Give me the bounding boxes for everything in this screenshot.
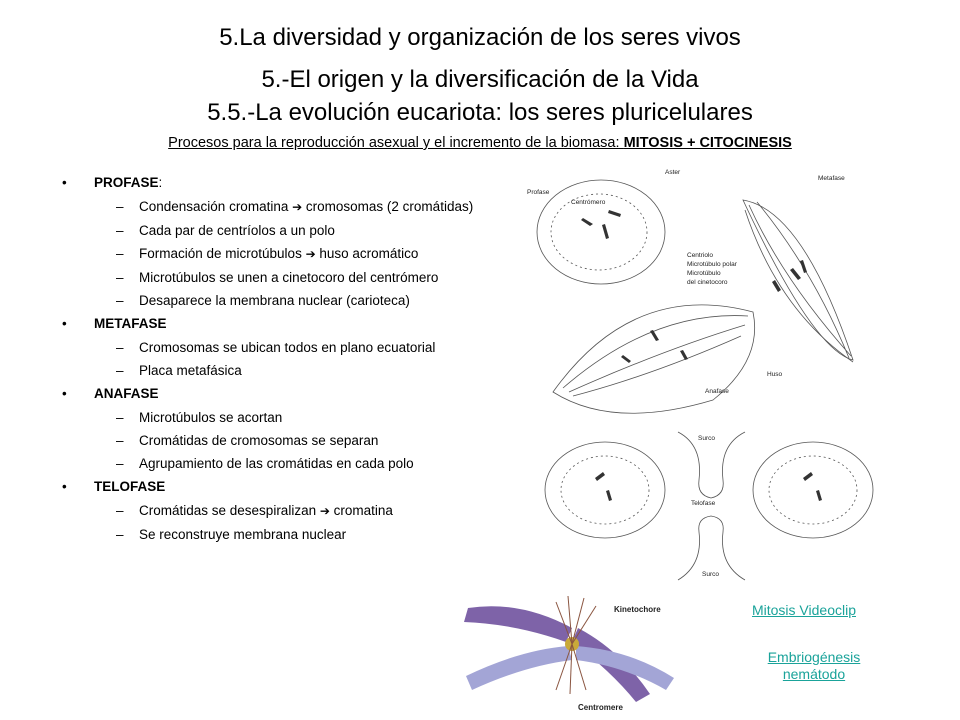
item-text-post: huso acromático <box>315 246 419 261</box>
dash: – <box>116 527 124 542</box>
item-text: Placa metafásica <box>139 363 242 378</box>
label-surco-top: Surco <box>698 435 715 442</box>
item-text: Condensación cromatina <box>139 199 293 214</box>
label-profase: Profase <box>527 189 550 196</box>
label-huso: Huso <box>767 371 783 378</box>
bullet: • <box>62 175 67 190</box>
phase-telofase <box>62 478 482 495</box>
kinetochore-fibre <box>568 596 572 644</box>
label-kinetochore: Kinetochore <box>614 605 661 614</box>
label-metafase: Metafase <box>818 175 845 182</box>
label-microtubulo-polar: Microtúbulo polar <box>687 261 737 268</box>
label-microtubulo: Microtúbulo <box>687 270 721 277</box>
bullet: • <box>62 479 67 494</box>
phase-anafase <box>62 385 482 402</box>
dash: – <box>116 456 124 471</box>
dash: – <box>116 410 124 425</box>
item-text: Desaparece la membrana nuclear (carioteca) <box>139 293 410 308</box>
label-del-cinetocoro: del cinetocoro <box>687 279 728 286</box>
dash: – <box>116 199 124 214</box>
dash: – <box>116 503 124 518</box>
label-aster: Aster <box>665 169 681 176</box>
chromatid-upper-left <box>464 606 572 642</box>
arrow-icon: ➔ <box>305 247 316 261</box>
mitosis-videoclip-link[interactable]: Mitosis Videoclip <box>751 602 856 618</box>
dash: – <box>116 293 124 308</box>
bullet: • <box>62 316 67 331</box>
embriogenesis-link-line2: nemátodo <box>782 666 846 682</box>
label-surco-bottom: Surco <box>702 571 719 578</box>
item-text: Cromátidas se desespiralizan <box>139 503 320 518</box>
arrow-icon: ➔ <box>292 200 303 214</box>
subtitle-bold: MITOSIS + CITOCINESIS <box>623 135 792 151</box>
label-centromere: Centromere <box>578 703 623 712</box>
arrow-icon: ➔ <box>319 504 330 518</box>
item-text-post: cromatina <box>329 503 393 518</box>
diagram-background <box>513 160 889 588</box>
phase-item <box>62 455 482 472</box>
phase-item <box>62 198 482 216</box>
phase-suffix: : <box>158 175 163 190</box>
item-text-post: cromosomas (2 cromátidas) <box>302 199 474 214</box>
title-line-1: 5.La diversidad y organización de los seres vivos <box>219 24 741 51</box>
phase-name: ANAFASE <box>94 386 159 401</box>
phase-item <box>62 409 482 426</box>
dash: – <box>116 270 124 285</box>
label-telofase: Telofase <box>691 500 716 507</box>
title-line-2: 5.-El origen y la diversificación de la Vida <box>261 66 699 93</box>
label-centromero: Centrómero <box>571 199 606 206</box>
dash: – <box>116 223 124 238</box>
subtitle <box>0 135 960 151</box>
phase-item <box>62 222 482 239</box>
phase-name: METAFASE <box>94 316 167 331</box>
item-text: Cada par de centríolos a un polo <box>139 223 335 238</box>
phase-item <box>62 526 482 543</box>
embriogenesis-link[interactable] <box>755 649 873 683</box>
phase-item <box>62 292 482 309</box>
chromosome-diagram <box>460 590 680 716</box>
dash: – <box>116 340 124 355</box>
dash: – <box>116 433 124 448</box>
chromatid-lower-left <box>466 646 572 690</box>
label-anafase: Anafase <box>705 388 729 395</box>
item-text: Cromosomas se ubican todos en plano ecuatorial <box>139 340 436 355</box>
subtitle-prefix: Procesos para la reproducción asexual y el incremento de la biomasa: <box>168 135 624 151</box>
phase-item <box>62 362 482 379</box>
item-text: Microtúbulos se acortan <box>139 410 283 425</box>
phase-item <box>62 432 482 449</box>
dash: – <box>116 363 124 378</box>
phase-name: PROFASE <box>94 175 159 190</box>
phase-item <box>62 502 482 520</box>
item-text: Formación de microtúbulos <box>139 246 306 261</box>
dash: – <box>116 246 124 261</box>
mitosis-diagram <box>513 160 889 588</box>
item-text: Agrupamiento de las cromátidas en cada polo <box>139 456 414 471</box>
embriogenesis-link-line1: Embriogénesis <box>767 649 861 665</box>
item-text: Microtúbulos se unen a cinetocoro del centrómero <box>139 270 439 285</box>
phase-item <box>62 269 482 286</box>
phase-name: TELOFASE <box>94 479 166 494</box>
label-centriolo: Centriolo <box>687 252 714 259</box>
item-text: Cromátidas de cromosomas se separan <box>139 433 379 448</box>
phase-item <box>62 245 482 263</box>
phase-metafase <box>62 315 482 332</box>
title-line-3: 5.5.-La evolución eucariota: los seres pluricelulares <box>207 99 753 126</box>
bullet: • <box>62 386 67 401</box>
phase-profase <box>62 174 482 191</box>
kinetochore-fibre <box>570 644 572 694</box>
phase-list <box>62 174 482 549</box>
item-text: Se reconstruye membrana nuclear <box>139 527 347 542</box>
phase-item <box>62 339 482 356</box>
